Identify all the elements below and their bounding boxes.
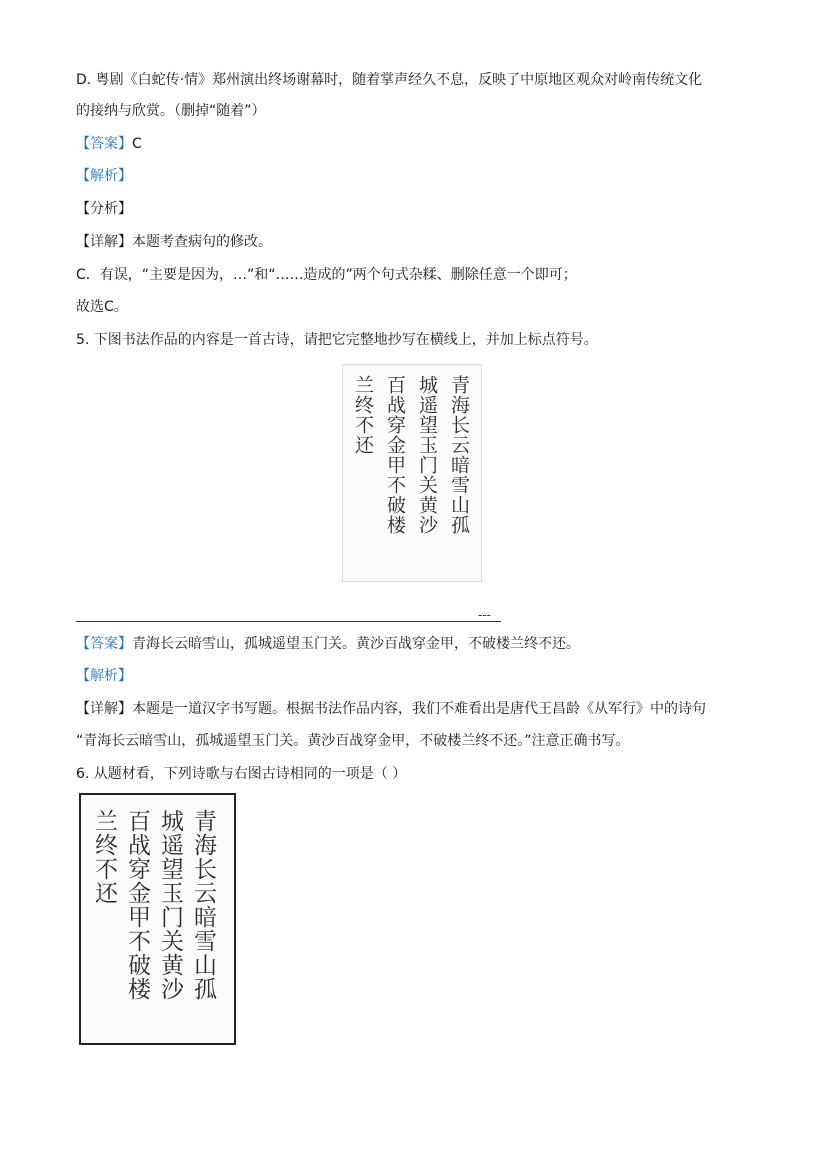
calligraphy-col-4: 兰终不还	[352, 375, 374, 455]
calligraphy-col-1: 青海长云暗雪山孤	[190, 809, 216, 1001]
answer-tag: 【答案】	[76, 136, 132, 152]
detail-tag: 【详解】	[76, 701, 132, 717]
q4-fenxi: 【分析】	[76, 201, 132, 217]
q4-conclusion: 故选C。	[76, 299, 128, 315]
q5-answer	[76, 634, 580, 654]
q5-analysis-tag: 【解析】	[76, 668, 132, 684]
q5-question: 5. 下图书法作品的内容是一首古诗，请把它完整地抄写在横线上，并加上标点符号。	[76, 332, 598, 348]
calligraphy-col-4: 兰终不还	[91, 809, 117, 905]
q4-explain: C．有误，“主要是因为，…”和“……造成的”两个句式杂糅、删除任意一个即可；	[76, 267, 577, 283]
calligraphy-col-2: 城遥望玉门关黄沙	[416, 375, 438, 535]
answer-blank-dash: ---	[478, 608, 491, 622]
calligraphy-image-2	[79, 793, 236, 1045]
calligraphy-col-2: 城遥望玉门关黄沙	[157, 809, 183, 1001]
q4-detail	[76, 232, 272, 252]
calligraphy-col-3: 百战穿金甲不破楼	[124, 809, 150, 1001]
q5-detail-cont: “青海长云暗雪山，孤城遥望玉门关。黄沙百战穿金甲，不破楼兰终不还。”注意正确书写。	[76, 733, 630, 749]
detail-text: 本题是一道汉字书写题。根据书法作品内容，我们不难看出是唐代王昌龄《从军行》中的诗句	[132, 701, 706, 717]
detail-text: 本题考查病句的修改。	[132, 234, 272, 250]
answer-text: 青海长云暗雪山，孤城遥望玉门关。黄沙百战穿金甲，不破楼兰终不还。	[132, 636, 580, 652]
answer-blank-line	[76, 621, 501, 622]
q4-answer	[76, 134, 142, 154]
option-d-line1: D. 粤剧《白蛇传·情》郑州演出终场谢幕时，随着掌声经久不息，反映了中原地区观众对岭南传统文化	[76, 72, 703, 88]
answer-tag: 【答案】	[76, 636, 132, 652]
detail-tag: 【详解】	[76, 234, 132, 250]
q6-question: 6. 从题材看，下列诗歌与右图古诗相同的一项是（ ）	[76, 766, 407, 782]
answer-text: C	[132, 136, 142, 152]
option-d-line2: 的接纳与欣赏。（删掉“随着”）	[76, 103, 266, 119]
calligraphy-col-1: 青海长云暗雪山孤	[448, 375, 470, 535]
q5-detail	[76, 699, 706, 719]
q4-analysis-tag: 【解析】	[76, 168, 132, 184]
calligraphy-col-3: 百战穿金甲不破楼	[384, 375, 406, 535]
calligraphy-image-1	[342, 364, 482, 582]
